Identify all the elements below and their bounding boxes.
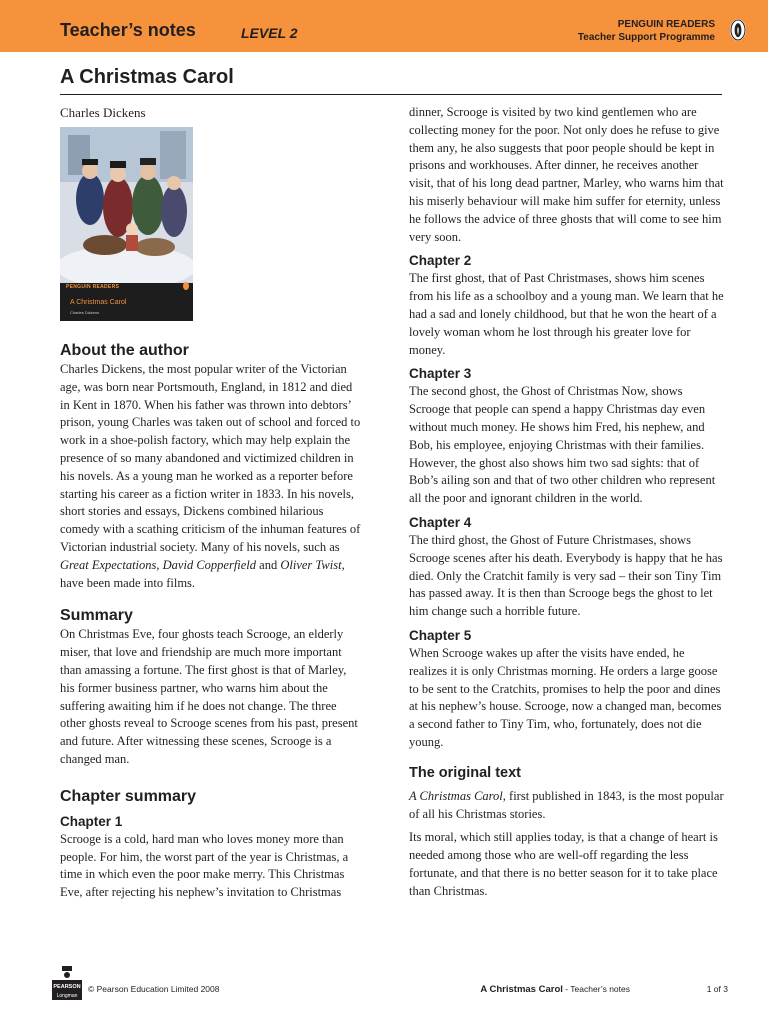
about-text	[60, 361, 364, 592]
level-label: LEVEL 2	[241, 25, 298, 41]
cover-penguin-icon	[183, 282, 189, 290]
book-cover-image	[60, 127, 193, 321]
chapter-summary-heading: Chapter summary	[60, 787, 197, 805]
publisher-programme: Teacher Support Programme	[577, 32, 715, 43]
page-title: A Christmas Carol	[60, 66, 234, 88]
publisher-name: PENGUIN READERS	[617, 19, 715, 30]
cover-illustration	[60, 127, 193, 283]
cover-series-label: PENGUIN READERS	[66, 284, 120, 290]
about-text-part: Charles Dickens, the most popular writer of the Victorian age, was born near Portsmouth, England, in 1812 and died in Kent in 1870. When his father was thrown into debtors’ prison, young Charles was taken out of school and forced to work in a shoe-polish factory, which may help explain the presence of so many abandoned and victimized children in his novels. As a young man he worked as a reporter before starting his career as a fiction writer in 1833. In his novels, short stories and essays, Dickens combined hilarious comedy with a scathing criticism of the inhuman features of Victorian industrial society. Many of his novels, such as	[60, 362, 361, 554]
cover-author: Charles Dickens	[70, 310, 100, 315]
header-band	[0, 0, 768, 52]
footer-book-title	[480, 984, 630, 995]
penguin-logo-icon	[730, 19, 746, 41]
cover-title: A Christmas Carol	[70, 299, 127, 306]
title-divider	[60, 94, 722, 95]
logo-longman-text: Longman	[56, 993, 78, 999]
teachers-notes-label: Teacher’s notes	[60, 20, 196, 40]
chapter-1-text: Scrooge is a cold, hard man who loves money more than people. For him, the worst part of the year is Christmas, a time in which even the poor make merry. This Christmas Eve, after rejecting his nephew’s invitation to Christmas	[60, 831, 349, 900]
logo-pearson-text: PEARSON	[53, 984, 81, 990]
chapter-3-heading: Chapter 3	[409, 366, 472, 382]
right-column	[409, 104, 725, 900]
book-title-inline: A Christmas Carol	[409, 788, 503, 803]
chapter-4-text: The third ghost, the Ghost of Future Christmases, shows Scrooge scenes after his death. Everybody is happy that he has died. Only the Cratchit family is very sad – their son Tiny Tim has passed away. It is then than Scrooge begs the ghost to let him change such a horrible future.	[409, 532, 723, 619]
book-title-david-copperfield: David Copperfield	[162, 557, 257, 572]
copyright-text: © Pearson Education Limited 2008	[88, 984, 220, 994]
original-text-heading: The original text	[409, 764, 521, 781]
publisher-label	[578, 18, 715, 44]
chapter-3-text: The second ghost, the Ghost of Christmas Now, shows Scrooge that people can spend a happy Christmas day even without much money. He shows him Fred, his nephew, and Bob, his employee, enjoying Christmas with their families. However, the ghost also shows him two sad sights: that of Bob’s ailing son and that of two other children who represent all the poor and ignorant children in the world.	[409, 384, 716, 506]
about-separator: and	[256, 557, 281, 572]
chapter-1-heading: Chapter 1	[60, 813, 123, 829]
pearson-longman-logo	[52, 966, 82, 1000]
left-column	[60, 341, 364, 902]
original-text-para-2: Its moral, which still applies today, is that a change of heart is needed among those who are well-off regarding the less fortunate, and that there is no better season for it to take place than Christmas.	[409, 830, 718, 898]
summary-heading: Summary	[60, 607, 133, 625]
chapter-2-text: The first ghost, that of Past Christmases, shows him scenes from his life as a schoolboy and a young man. We learn that he had a sad and lonely childhood, but that he won the heart of a lovely woman whom he lost through his greater love for money.	[409, 271, 724, 357]
chapter-2-heading: Chapter 2	[409, 253, 472, 269]
page-footer	[0, 966, 768, 1006]
chapter-5-heading: Chapter 5	[409, 627, 472, 643]
original-text-para-1	[409, 788, 725, 824]
chapter-4-heading: Chapter 4	[409, 514, 472, 530]
about-heading: About the author	[60, 342, 189, 359]
summary-text: On Christmas Eve, four ghosts teach Scrooge, an elderly miser, that love and friendship are much more important than amassing a fortune. The first ghost is that of Marley, his former business partner, who warns him about the suffering awaiting him if he does not change. The three other ghosts reveal to Scrooge scenes from his past, present and future. After witnessing these scenes, Scrooge is a changed man.	[60, 627, 358, 766]
about-separator: ,	[156, 557, 163, 572]
page-number: 1 of 3	[706, 984, 728, 994]
author-name: Charles Dickens	[60, 105, 146, 120]
chapter-5-text: When Scrooge wakes up after the visits have ended, he realizes it is only Christmas morning. He orders a large goose to be sent to the Cratchits, promises to help the poor and dines at his nephew’s house. Scrooge, now a changed man, becomes a second father to Tiny Tim, who, fortunately, does not die young.	[409, 645, 722, 749]
book-title-great-expectations: Great Expectations	[60, 557, 157, 572]
about-text-end: , have been made into films.	[60, 557, 345, 590]
footer-title-bold: A Christmas Carol	[480, 984, 563, 995]
original-text-para-1-rest: , first published in 1843, is the most popular of all his Christmas stories.	[409, 788, 724, 821]
chapter-1-continued: dinner, Scrooge is visited by two kind gentlemen who are collecting money for the poor. Not only does he refuse to give them any, he also suggests that poor people should be kept in prisons and workhouses. After dinner, he receives another visit, that of his long dead partner, Marley, who warns him that his miserly behaviour will make him suffer for eternity, unless he follows the advice of three ghosts that will come to see him very soon.	[409, 105, 724, 244]
book-title-oliver-twist: Oliver Twist	[280, 557, 342, 572]
footer-title-suffix: - Teacher’s notes	[562, 984, 630, 994]
